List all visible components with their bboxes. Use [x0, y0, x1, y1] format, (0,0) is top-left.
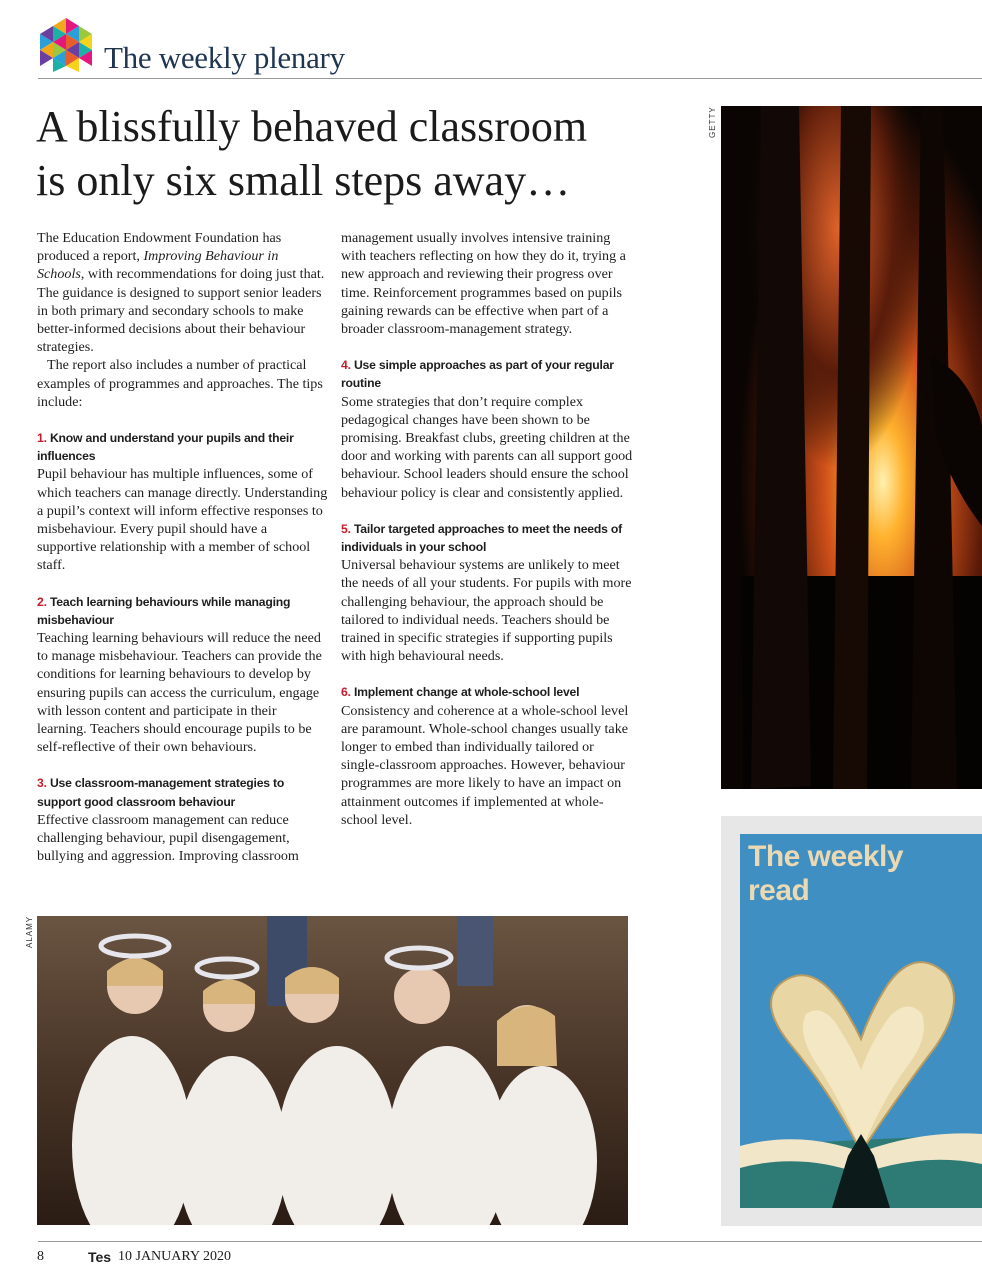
page-number: 8 — [37, 1249, 44, 1264]
tip-number: 3. — [37, 776, 47, 791]
tip-5-body: Universal behaviour systems are unlikely to meet the needs of all your students. For pupils with more challenging behaviour, the approach should be tailored to individual needs. Teachers should be trained in specific strategies if supporting pupils with high behavioural needs. — [341, 557, 632, 665]
tip-title: Use classroom-management strategies to support good classroom behaviour — [37, 776, 285, 809]
tip-title: Know and understand your pupils and their influences — [37, 431, 294, 464]
tip-title: Implement change at whole-school level — [353, 685, 580, 700]
article-column-left — [37, 229, 329, 866]
headline-line-2: is only six small steps away… — [36, 156, 571, 205]
tip-title: Teach learning behaviours while managing misbehaviour — [37, 594, 291, 627]
tip-4-body: Some strategies that don’t require complex pedagogical changes have been shown to be promising. Breakfast clubs, greeting children at the door and working with parents can all support good behaviour. School leaders should ensure the school behaviour policy is clear and consistently applied. — [341, 393, 633, 501]
footer-divider — [38, 1241, 982, 1242]
weekly-read-title: The weekly read — [748, 840, 904, 907]
tip-5-heading — [341, 520, 633, 556]
tip-title: Use simple approaches as part of your regular routine — [341, 358, 614, 391]
tip-3-body-part-1: Effective classroom management can reduce challenging behaviour, pupil disengagement, bullying and aggression. Improving classroom — [37, 811, 299, 865]
article-column-middle — [341, 229, 633, 829]
tip-6-body: Consistency and coherence at a whole-school level are paramount. Whole-school changes usually take longer to embed than individually tailored or single-classroom approaches. However, behaviour programmes are more likely to have an impact on attainment outcomes if implemented at whole-school level. — [341, 702, 629, 828]
article-headline — [36, 100, 686, 208]
footer-brand: Tes — [88, 1249, 112, 1265]
tip-number: 6. — [341, 685, 351, 700]
forest-fire-photo — [721, 106, 982, 789]
nativity-angels-photo — [37, 916, 628, 1225]
tip-number: 4. — [341, 358, 351, 373]
headline-line-1: A blissfully behaved classroom — [36, 102, 588, 151]
tip-1-heading — [37, 429, 329, 465]
tip-2-heading — [37, 593, 329, 629]
tip-3-body-part-2: management usually involves intensive training with teachers reflecting on how they do it, trying a new approach and reviewing their progress over time. Reinforcement programmes based on pupils gaining rewards can be effective when part of a broader classroom-management strategy. — [341, 230, 626, 338]
photo-credit-getty: GETTY — [708, 106, 717, 138]
report-title: Improving Behaviour in Schools — [37, 248, 279, 283]
tip-6-heading — [341, 683, 633, 701]
weekly-read-cover — [740, 834, 982, 1208]
section-title: The weekly plenary — [104, 40, 345, 75]
tip-number: 2. — [37, 594, 47, 609]
intro-paragraph-2: The report also includes a number of practical examples of programmes and approaches. The tips include: — [37, 357, 323, 410]
tip-4-heading — [341, 356, 633, 392]
intro-paragraph: The Education Endowment Foundation has produced a report, Improving Behaviour in Schools, with recommendations for doing just that. The guidance is designed to support senior leaders in both primary and secondary schools to make better-informed decisions about their behaviour strategies. — [37, 230, 325, 356]
tip-2-body: Teaching learning behaviours will reduce the need to manage misbehaviour. Teachers can provide the conditions for learning behaviours to develop by ensuring pupils can access the curriculum, engage with lesson content and participate in their learning. Teachers should encourage pupils to be self-reflective of their own behaviours. — [37, 630, 322, 756]
photo-credit-alamy: ALAMY — [25, 915, 34, 948]
header-divider — [38, 78, 982, 79]
issue-date: 10 JANUARY 2020 — [118, 1249, 232, 1264]
tip-1-body: Pupil behaviour has multiple influences, some of which teachers can manage directly. Understanding a pupil’s context will inform effective responses to misbehaviour. Every pupil should have a supportive relationship with a member of school staff. — [37, 466, 328, 574]
tip-number: 1. — [37, 431, 47, 446]
tip-3-heading — [37, 774, 329, 810]
tip-title: Tailor targeted approaches to meet the needs of individuals in your school — [341, 521, 622, 555]
tip-number: 5. — [341, 521, 351, 536]
triangle-mosaic-logo-icon — [38, 16, 94, 72]
